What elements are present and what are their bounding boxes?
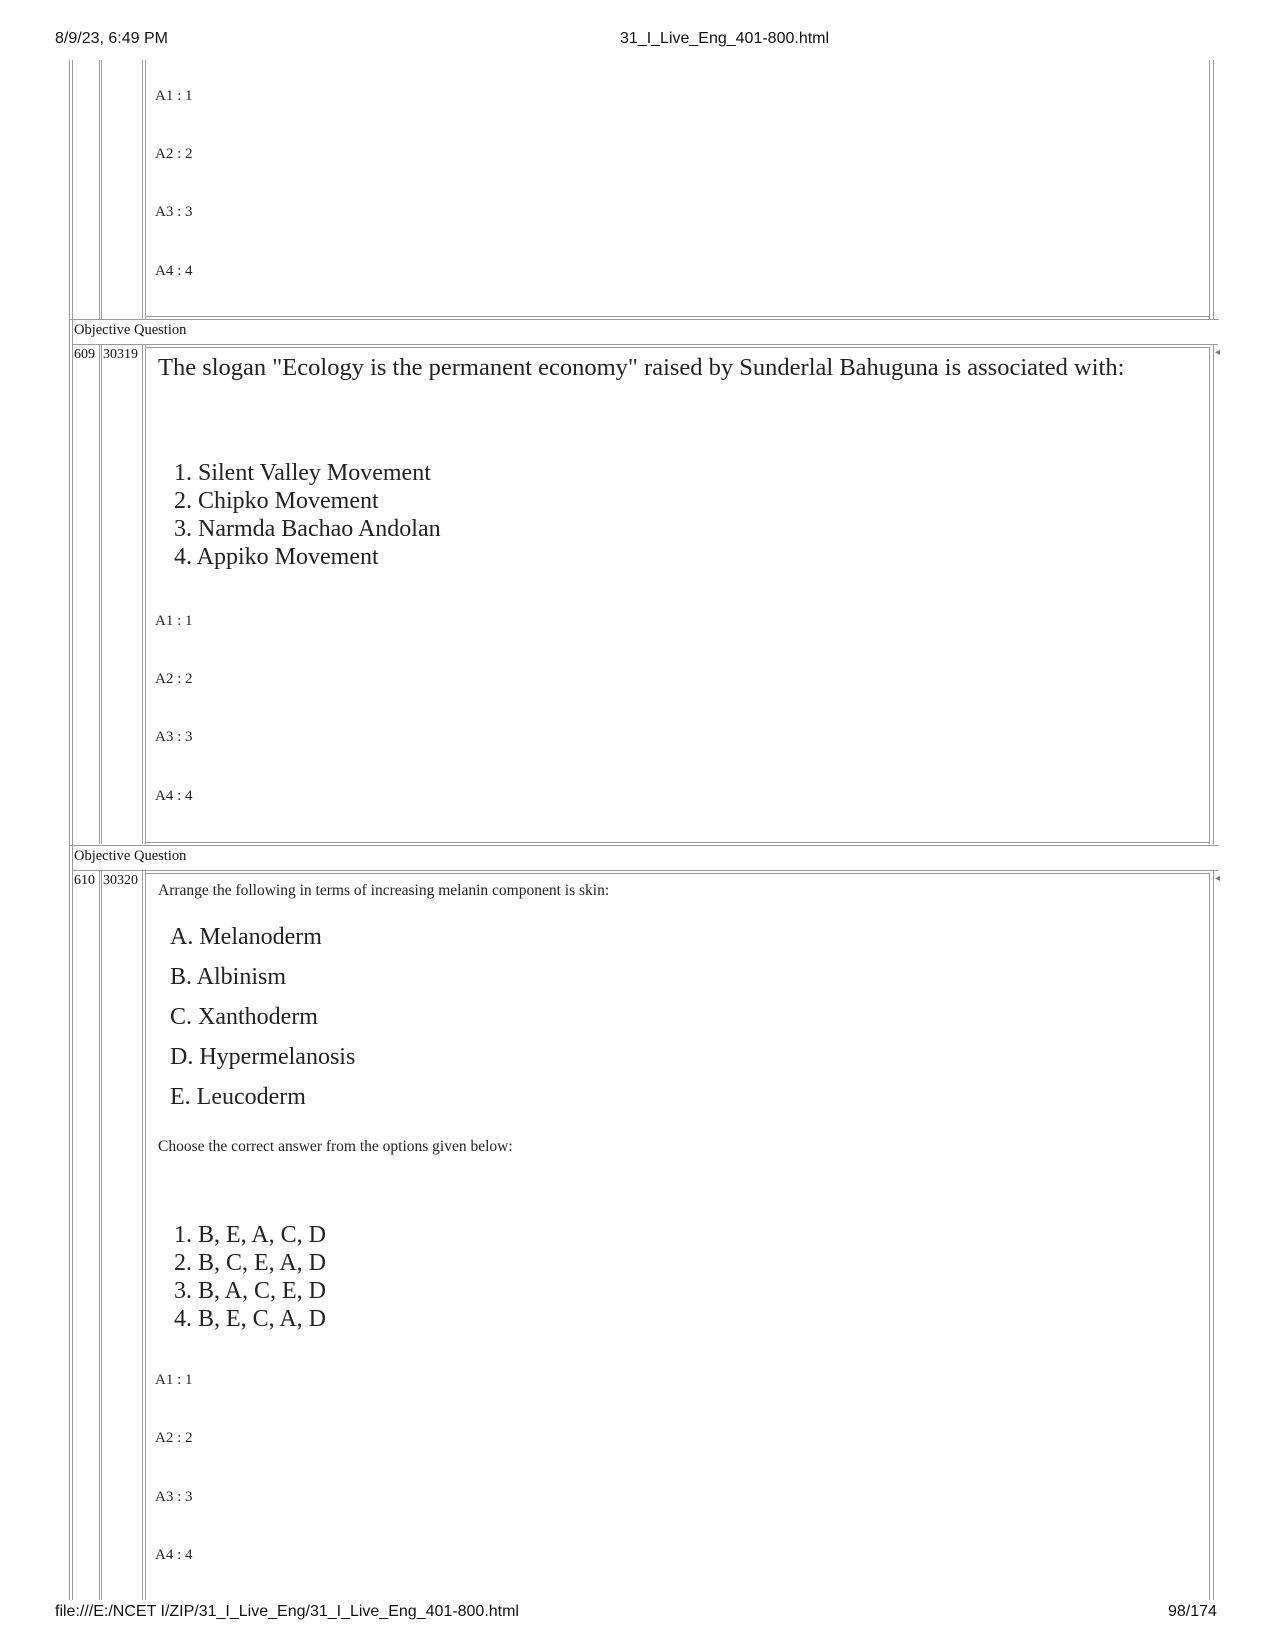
option-item: 2. Chipko Movement	[174, 488, 379, 514]
print-page-title: 31_I_Live_Eng_401-800.html	[620, 30, 830, 47]
answer-option: A4 : 4	[155, 1547, 193, 1563]
question-serial-number: 609	[74, 347, 95, 362]
question-id: 30319	[103, 347, 138, 362]
question-text: Arrange the following in terms of increasing melanin component is skin:	[158, 882, 610, 899]
question-type-label: Objective Question	[74, 848, 187, 864]
statement-item: A. Melanoderm	[170, 924, 322, 950]
print-file-path: file:///E:/NCET I/ZIP/31_I_Live_Eng/31_I_Live_Eng_401-800.html	[55, 1603, 519, 1620]
statement-item: D. Hypermelanosis	[170, 1044, 356, 1070]
question-serial-number: 610	[74, 873, 95, 888]
answer-option: A3 : 3	[155, 204, 193, 220]
option-item: 3. Narmda Bachao Andolan	[174, 516, 441, 542]
answer-option: A4 : 4	[155, 263, 193, 279]
option-item: 1. B, E, A, C, D	[174, 1222, 327, 1248]
option-item: 2. B, C, E, A, D	[174, 1250, 327, 1276]
answer-option: A3 : 3	[155, 729, 193, 745]
option-item: 4. B, E, C, A, D	[174, 1306, 327, 1332]
statement-item: E. Leucoderm	[170, 1084, 306, 1110]
answer-option: A4 : 4	[155, 788, 193, 804]
answer-option: A1 : 1	[155, 1372, 193, 1388]
statement-item: B. Albinism	[170, 964, 287, 990]
answer-option: A3 : 3	[155, 1489, 193, 1505]
answer-option: A2 : 2	[155, 146, 193, 162]
statement-item: C. Xanthoderm	[170, 1004, 318, 1030]
question-id: 30320	[103, 873, 138, 888]
answer-option: A1 : 1	[155, 88, 193, 104]
option-item: 3. B, A, C, E, D	[174, 1278, 327, 1304]
answer-option: A2 : 2	[155, 671, 193, 687]
print-datetime: 8/9/23, 6:49 PM	[55, 30, 168, 47]
cell-corner-mark: ◂	[1215, 347, 1221, 358]
option-item: 1. Silent Valley Movement	[174, 460, 431, 486]
answer-option: A1 : 1	[155, 613, 193, 629]
question-instruction: Choose the correct answer from the options given below:	[158, 1138, 513, 1155]
print-page-number: 98/174	[1168, 1603, 1217, 1620]
answer-option: A2 : 2	[155, 1430, 193, 1446]
question-text: The slogan "Ecology is the permanent economy" raised by Sunderlal Bahuguna is associated with:	[158, 354, 1125, 381]
cell-corner-mark: ◂	[1215, 873, 1221, 884]
option-item: 4. Appiko Movement	[174, 544, 379, 570]
question-type-label: Objective Question	[74, 322, 187, 338]
